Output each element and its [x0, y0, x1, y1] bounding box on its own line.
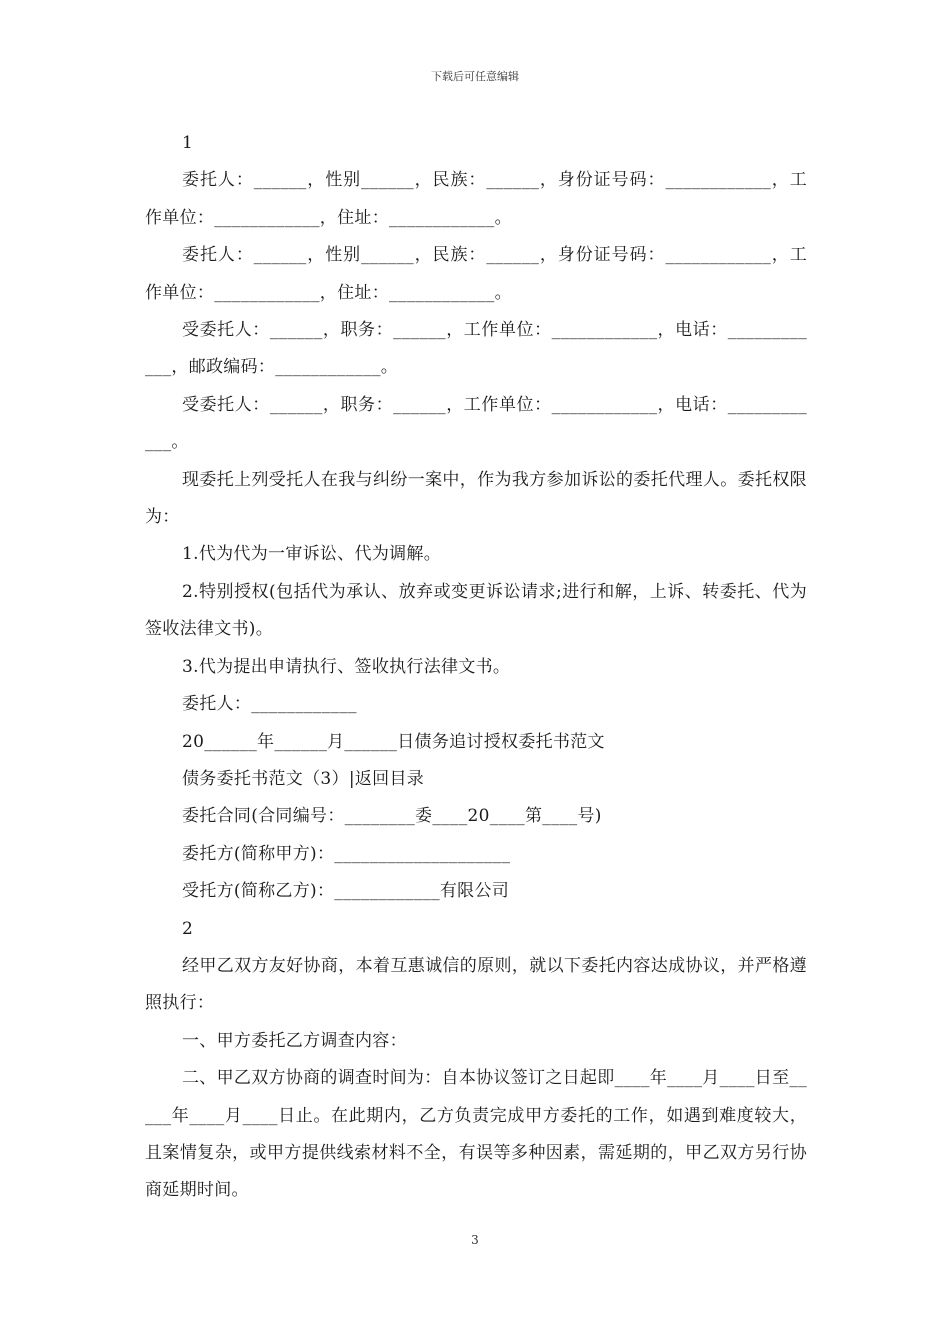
paragraph-agent-2: 受委托人：______，职务：______，工作单位：____________，电话：____________。	[145, 394, 807, 453]
list-item: 3.代为提出申请执行、签收执行法律文书。	[182, 656, 511, 677]
list-item: 2.特别授权(包括代为承认、放弃或变更诉讼请求;进行和解，上诉、转委托、代为签收法律文书)。	[145, 581, 807, 640]
section-heading: 债务委托书范文（3）|返回目录	[182, 768, 425, 789]
section-number: 2	[182, 918, 194, 939]
paragraph-authorization: 现委托上列受托人在我与纠纷一案中，作为我方参加诉讼的委托代理人。委托权限为：	[145, 469, 807, 528]
page-header: 下载后可任意编辑	[431, 70, 519, 83]
section-number: 1	[182, 133, 194, 153]
party-b-line: 受托方(简称乙方)：____________有限公司	[182, 881, 510, 902]
page-number: 3	[471, 1233, 479, 1247]
paragraph-agent-1: 受委托人：______，职务：______，工作单位：____________，电话：____________，邮政编码：____________。	[145, 320, 807, 378]
date-line: 20______年______月______日债务追讨授权委托书范文	[182, 731, 605, 752]
paragraph-agreement: 经甲乙双方友好协商，本着互惠诚信的原则，就以下委托内容达成协议，并严格遵照执行：	[145, 955, 807, 1014]
clause-2: 二、甲乙双方协商的调查时间为：自本协议签订之日起即____年____月____日至_____年____月____日止。在此期内，乙方负责完成甲方委托的工作，如遇到难度较大，且案情复杂，或甲方提供线索材料不全，有误等多种因素，需延期的，甲乙双方另行协商延期时间。	[145, 1068, 807, 1201]
signature-line: 委托人：____________	[182, 694, 357, 715]
paragraph-principal-1: 委托人：______，性别______，民族：______，身份证号码：____________，工作单位：____________，住址：____________。	[145, 170, 807, 228]
document-body	[145, 125, 807, 1210]
clause-1: 一、甲方委托乙方调查内容：	[182, 1030, 407, 1051]
contract-number-line: 委托合同(合同编号：________委____20____第____号)	[182, 806, 602, 827]
party-a-line: 委托方(简称甲方)：____________________	[182, 843, 511, 864]
list-item: 1.代为代为一审诉讼、代为调解。	[182, 544, 442, 565]
paragraph-principal-2: 委托人：______，性别______，民族：______，身份证号码：____________，工作单位：____________，住址：____________。	[145, 245, 807, 303]
